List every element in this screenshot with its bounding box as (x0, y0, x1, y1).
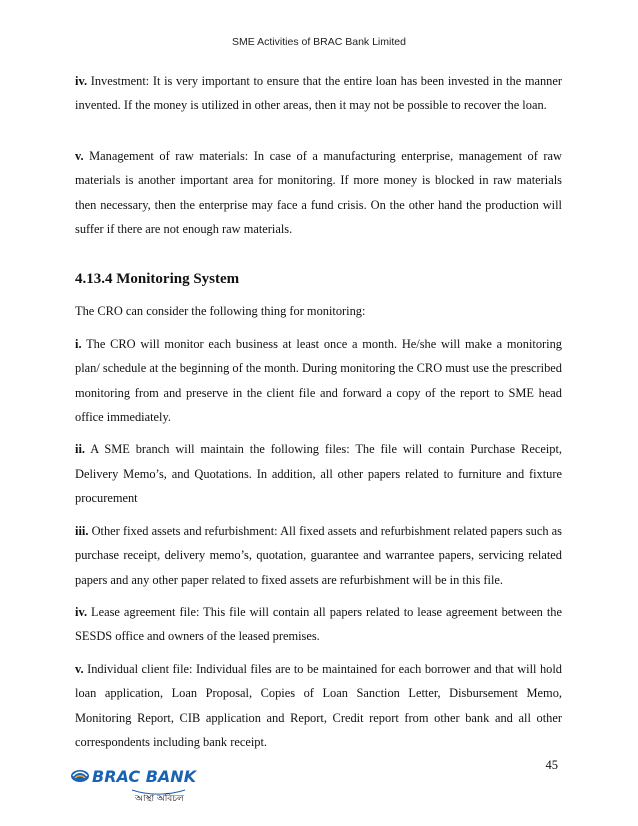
page-number: 45 (545, 758, 558, 772)
list-marker: iv. (75, 74, 88, 88)
paragraph-text: Investment: It is very important to ensure that the entire loan has been invested in the manner invented. If the money is utilized in other areas, then it may not be possible to recover the loan. (75, 74, 562, 113)
list-item-text: Individual client file: Individual files are to be maintained for each borrower and that will hold loan application, Loan Proposal, Copies of Loan Sanction Letter, Disbursement Memo, Monitoring Report, CIB application and Report, Credit report from other bank and all other correspondents including bank receipt. (75, 661, 562, 749)
paragraph-text: Management of raw materials: In case of a manufacturing enterprise, management of raw materials is another important area for monitoring. If more money is blocked in raw materials then necessary, then the enterprise may face a fund crisis. On the other hand the production will suffer if there are not enough raw materials. (75, 148, 562, 237)
list-marker: ii. (75, 442, 85, 457)
page-header: SME Activities of BRAC Bank Limited (232, 36, 406, 48)
brac-bank-logo (70, 765, 200, 807)
list-item (75, 437, 562, 510)
page-body (75, 69, 562, 754)
section-intro: The CRO can consider the following thing for monitoring: (75, 304, 366, 319)
logo-mark (71, 770, 89, 782)
paragraph-raw-materials (75, 144, 562, 242)
list-marker: iv. (75, 604, 88, 619)
logo-wordmark: BRAC BANK (92, 767, 197, 786)
paragraph-investment (75, 69, 562, 118)
section-heading: 4.13.4 Monitoring System (75, 271, 240, 288)
list-item (75, 519, 562, 592)
list-item (75, 600, 562, 649)
list-item-text: Lease agreement file: This file will contain all papers related to lease agreement between the SESDS office and owners of the leased premises. (75, 604, 562, 644)
list-marker: iii. (75, 523, 89, 538)
brac-bank-logo-icon (70, 765, 200, 807)
list-item-text: The CRO will monitor each business at least once a month. He/she will make a monitoring plan/ schedule at the beginning of the month. During monitoring the CRO must use the prescribed monitoring from and preserve in the client file and forward a copy of the report to SME head office immediately. (75, 336, 562, 425)
list-item-text: Other fixed assets and refurbishment: All fixed assets and refurbishment related papers such as purchase receipt, delivery memo’s, quotation, guarantee and warrantee papers, servicing related papers and any other paper related to fixed assets are refurbishment will be in this file. (75, 523, 562, 587)
list-item-text: A SME branch will maintain the following files: The file will contain Purchase Receipt, Delivery Memo’s, and Quotations. In addition, all other papers related to furniture and fixture procurement (75, 442, 562, 506)
list-marker: v. (75, 661, 84, 676)
logo-tagline: আস্থা অবিচল (135, 794, 184, 804)
list-item (75, 657, 562, 755)
list-item (75, 332, 562, 430)
list-marker: i. (75, 336, 82, 351)
list-marker: v. (75, 148, 84, 163)
